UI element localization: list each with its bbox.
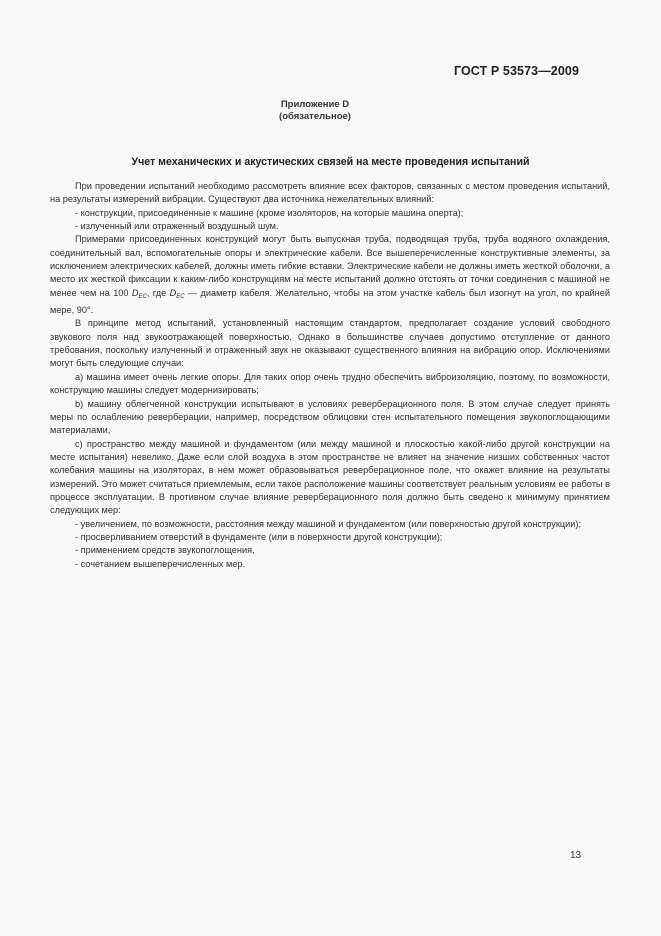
paragraph: В принципе метод испытаний, установленный настоящим стандартом, предполагает создание условий свободного звукового поля над звукоотражающей поверхностью. Однако в большинстве случаев допустимо отступление от данного требования, поскольку излученный и отраженный звук не оказывают существенного влияния на вибрацию опор. Исключениями могут быть следующие случаи: — [50, 318, 610, 369]
subscript: EC — [138, 293, 147, 300]
list-item: - просверливанием отверстий в фундаменте (или в поверхности другой конструкции); — [75, 531, 443, 542]
page-number: 13 — [570, 850, 582, 861]
list-item: - конструкции, присоединенные к машине (кроме изоляторов, на которые машина оперта); — [75, 207, 464, 218]
list-item: b) машину облегченной конструкции испытывают в условиях реверберационного поля. В этом случае следует принять меры по ослаблению реверберации, например, посредством облицовки стен испытательного помещения звукопоглощающими материалами, — [50, 398, 610, 436]
symbol: D — [169, 287, 177, 298]
appendix-heading — [0, 99, 630, 122]
appendix-status: (обязательное) — [279, 110, 351, 122]
list-item: - увеличением, по возможности, расстояния между машиной и фундаментом (или поверхностью другой конструкции); — [75, 518, 581, 529]
section-title: Учет механических и акустических связей на месте проведения испытаний — [131, 156, 530, 168]
list-item: c) пространство между машиной и фундаментом (или между машиной и плоскостью какой-либо другой конструкции на месте испытания) невелико. Даже если слой воздуха в этом пространстве не влияет на значение низших собственных частот колебания машины на изоляторах, в нем может образовываться реверберационное поле, что окажет влияние на результаты измерений. Это может считаться приемлемым, если такое расположение машины соответствует реальным условиям ее работы в процессе эксплуатации. В противном случае влияние реверберационного поля должно быть сведено к минимуму принятием следующих мер: — [50, 438, 610, 516]
appendix-label: Приложение D — [280, 99, 350, 110]
subscript: EC — [176, 293, 185, 300]
paragraph-text: Примерами присоединенных конструкций могут быть выпускная труба, подводящая труба, труба водяного охлаждения, соединительный вал, вспомогательные опоры и электрические кабели. Все вышеперечисленные конструктивные элементы, за исключением электрических кабелей, должны иметь гибкие вставки. Электрические кабели не должны иметь жесткой оболочки, а место их жесткой фиксации к каким-либо конструкциям на месте испытаний должно отстоять от точки соединения с машиной не менее чем на 100 — [50, 234, 610, 298]
list-item: - применением средств звукопоглощения, — [75, 545, 255, 556]
paragraph-text: , где — [146, 287, 170, 298]
body-text — [50, 180, 610, 571]
paragraph-text: — диаметр кабеля. Желательно, чтобы на этом участке кабель был изогнут на угол, по крайней мере, 90°. — [50, 287, 610, 316]
paragraph: При проведении испытаний необходимо рассмотреть влияние всех факторов, связанных с местом проведения испытаний, на результаты измерений вибрации. Существуют два источника нежелательных влияний: — [50, 181, 610, 205]
list-item: - сочетанием вышеперечисленных мер. — [75, 558, 246, 569]
list-item: a) машина имеет очень легкие опоры. Для таких опор очень трудно обеспечить виброизоляцию, поэтому, по возможности, конструкцию машины следует модернизировать; — [50, 371, 610, 396]
standard-code: ГОСТ Р 53573—2009 — [453, 64, 579, 78]
paragraph — [50, 233, 610, 317]
list-item: - излученный или отраженный воздушный шум. — [75, 221, 279, 232]
symbol: D — [131, 287, 139, 298]
